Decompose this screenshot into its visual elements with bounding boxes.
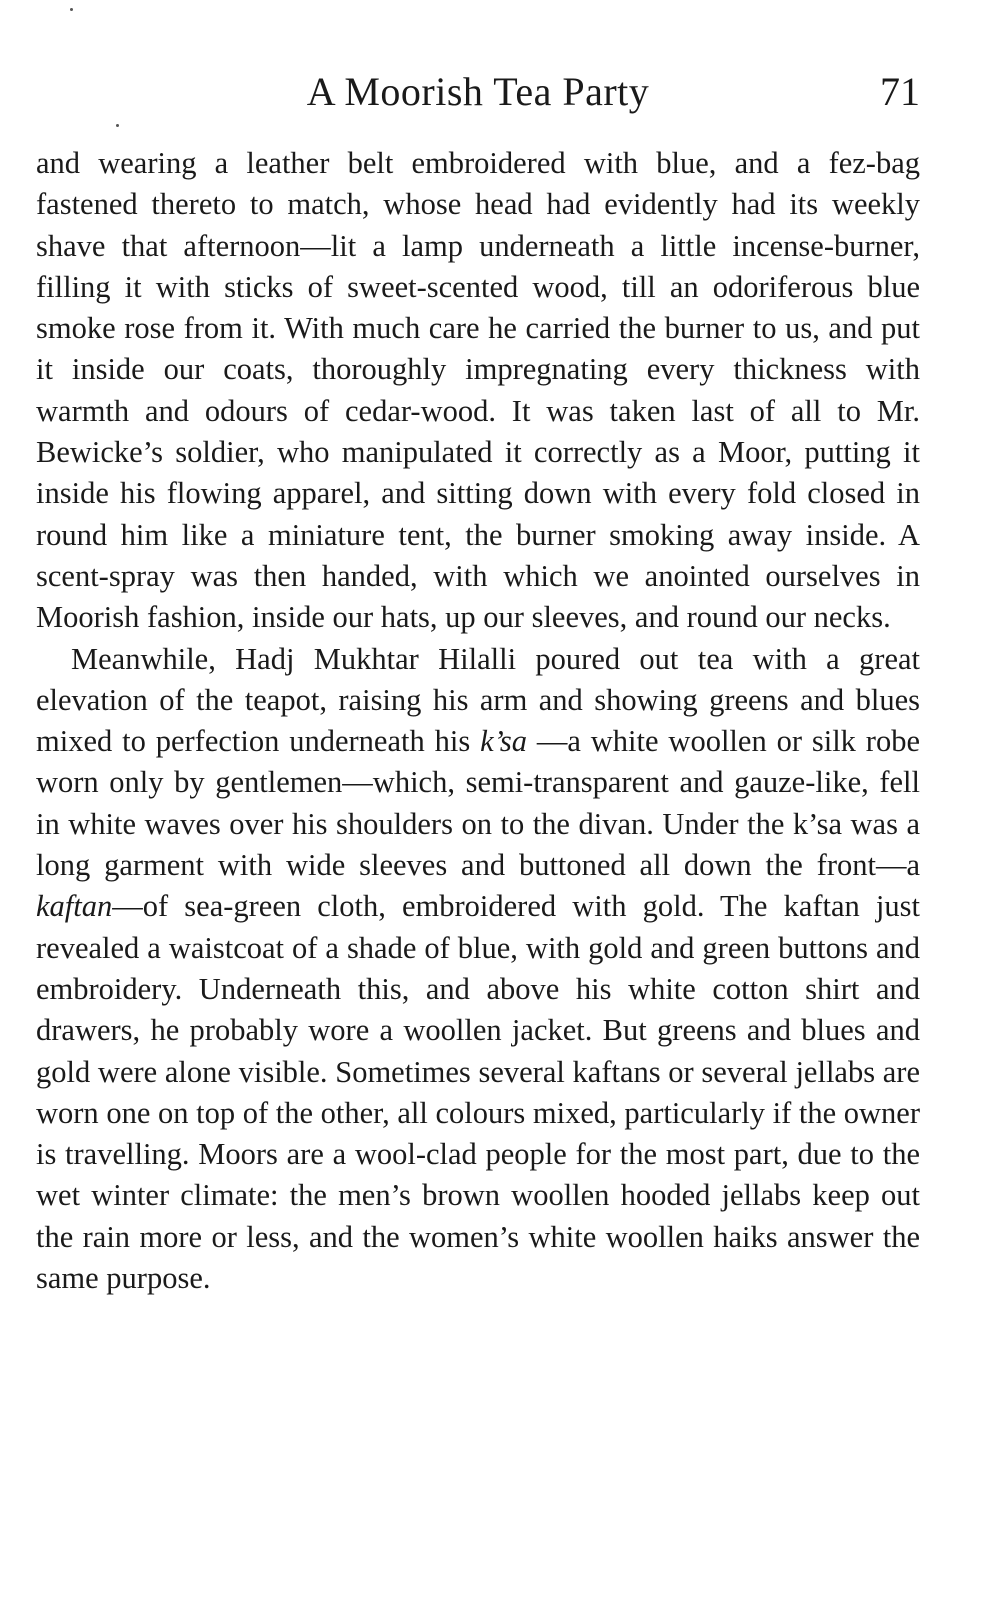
body-text bbox=[36, 143, 920, 1299]
paragraph bbox=[36, 143, 920, 639]
page-number: 71 bbox=[880, 69, 920, 114]
paragraph-text: —a white woollen or silk robe worn only by gentlemen—which, semi-transparent and gauze-like, fell in white waves over his shoulders on to the divan. Under the k’sa was a long garment with wide sleeves and buttoned all down the front—a bbox=[36, 724, 921, 883]
paragraph-text: Meanwhile, Hadj Mukhtar Hilalli poured out tea with a great elevation of the teapot, raising his arm and showing greens and blues mixed to perfection underneath his bbox=[36, 641, 920, 759]
paragraph-text: and wearing a leather belt embroidered with blue, and a fez-bag fastened thereto to match, whose head had evidently had its weekly shave that afternoon—lit a lamp underneath a little incense-burner, filling it with sticks of sweet-scented wood, till an odoriferous blue smoke rose from it. With much care he carried the burner to us, and put it inside our coats, thoroughly impregnating every thickness with warmth and odours of cedar-wood. It was taken last of all to Mr. Bewicke’s soldier, who manipulated it correctly as a Moor, putting it inside his flowing apparel, and sitting down with every fold closed in round him like a miniature tent, the burner smoking away inside. A scent-spray was then handed, with which we anointed ourselves in Moorish fashion, inside our hats, up our sleeves, and round our necks. bbox=[36, 146, 920, 635]
italic-term: k’sa bbox=[480, 724, 527, 759]
paragraph-text: —of sea-green cloth, embroidered with gold. The kaftan just revealed a waistcoat of a shade of blue, with gold and green buttons and embroidery. Underneath this, and above his white cotton shirt and drawers, he probably wore a woollen jacket. But greens and blues and gold were alone visible. Sometimes several kaftans or several jellabs are worn one on top of the other, all colours mixed, particularly if the owner is travelling. Moors are a wool-clad people for the most part, due to the wet winter climate: the men’s brown woollen hooded jellabs keep out the rain more or less, and the women’s white woollen haiks answer the same purpose. bbox=[36, 889, 920, 1296]
running-title: A Moorish Tea Party bbox=[306, 69, 650, 114]
ink-speck bbox=[116, 124, 119, 127]
ink-speck bbox=[70, 8, 73, 11]
paragraph bbox=[36, 639, 920, 1300]
page-header bbox=[36, 62, 920, 122]
italic-term: kaftan bbox=[36, 889, 113, 924]
